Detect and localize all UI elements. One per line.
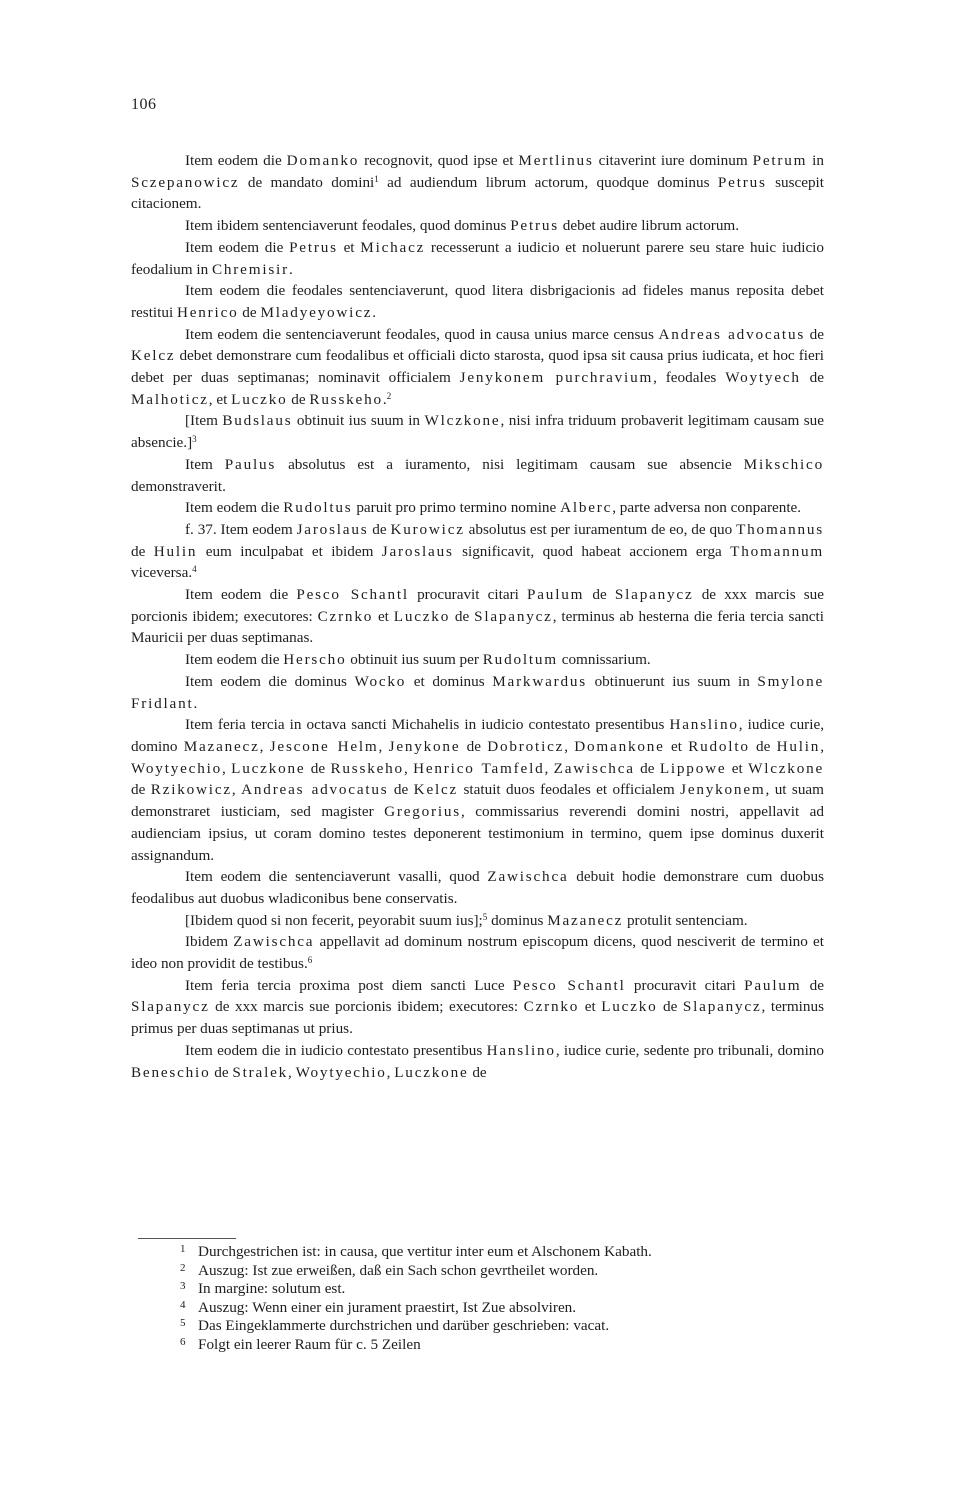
footnote-ref: 2 [386, 390, 392, 401]
paragraph [131, 866, 824, 909]
spaced-name: Slapanycz [474, 607, 553, 625]
text-run: de [368, 520, 391, 538]
text-run: , [820, 737, 825, 755]
paragraph [131, 975, 824, 1040]
spaced-name: Andreas advocatus [658, 325, 806, 343]
spaced-name: Luczko [231, 390, 288, 408]
text-run: de [460, 737, 488, 755]
spaced-name: Hanslino [669, 716, 739, 734]
spaced-name: Petrus [510, 217, 559, 235]
spaced-name: Luczkone [231, 759, 306, 777]
footnote-text: In margine: solutum est. [198, 1280, 346, 1298]
page-number: 106 [131, 96, 157, 113]
text-run: Item eodem die feodales sentenciaverunt, quod litera disbrigacionis ad fideles manus reposita debet restitui [131, 282, 824, 321]
text-run: procuravit citari [408, 586, 528, 604]
text-run: et [337, 238, 361, 256]
paragraph [131, 671, 824, 714]
text-run: , parte adversa non conparente. [612, 499, 802, 517]
text-run: , [259, 737, 270, 755]
spaced-name: Woytyechio [131, 759, 223, 777]
spaced-name: Lippowe [659, 759, 727, 777]
spaced-name: Paulus [224, 455, 277, 473]
spaced-name: Thomannus [736, 520, 824, 538]
footnote-ref: 3 [192, 434, 197, 445]
footnote-separator [138, 1238, 236, 1239]
spaced-name: Paulum [527, 586, 585, 604]
text-run: de [805, 325, 824, 343]
text-run: et [373, 607, 394, 625]
spaced-name: Mikschico [743, 455, 824, 473]
spaced-name: Michacz [360, 238, 426, 256]
spaced-name: Hulin [776, 737, 821, 755]
spaced-name: Andreas advocatus [241, 781, 389, 799]
footnote-text: Folgt ein leerer Raum für c. 5 Zeilen [198, 1335, 421, 1353]
spaced-name: Jenykonem [680, 781, 766, 799]
paragraph [131, 910, 824, 932]
spaced-name: Zawischca [487, 868, 569, 886]
text-run: Item ibidem sentenciaverunt feodales, quod dominus [185, 217, 511, 235]
paragraph [131, 931, 824, 974]
text-run: debet demonstrare cum feodalibus et officiali dicto starosta, quod ipsa sit causa prius iudicata, et hoc fieri debet per duas septimanas; nominavit officialem [131, 347, 824, 387]
text-run: et [726, 759, 749, 777]
spaced-name: Rudolto [688, 737, 750, 755]
spaced-name: Markwardus [492, 672, 587, 690]
text-run: de [584, 586, 615, 604]
paragraph [131, 649, 824, 671]
text-run: , [378, 737, 389, 755]
text-run: obtinuit ius suum per [346, 651, 483, 669]
spaced-name: Slapanycz [131, 998, 210, 1016]
text-run: , [544, 759, 554, 777]
text-run: Item eodem die [185, 152, 287, 169]
spaced-name: Jaroslaus [296, 520, 369, 538]
text-run: de [450, 607, 475, 625]
text-run: obtinuit ius suum in [292, 412, 425, 430]
text-run: de [287, 390, 310, 408]
spaced-name: Pesco Schantl [512, 976, 626, 994]
text-run: [Item [185, 412, 223, 430]
spaced-name: Jaroslaus [381, 542, 454, 560]
text-run: ad audiendum librum actorum, quodque dominus [378, 173, 718, 191]
text-run: significavit, quod habeat accionem erga [453, 542, 731, 560]
spaced-name: Petrus [289, 238, 338, 256]
spaced-name: Wocko [354, 672, 407, 690]
footnote-text: Auszug: Wenn einer ein jurament praestirt, Ist Zue absolviren. [198, 1298, 577, 1316]
spaced-name: Zawischca [233, 933, 315, 951]
footnote-text: Durchgestrichen ist: in causa, que vertitur inter eum et Alschonem Kabath. [198, 1243, 652, 1260]
paragraph [131, 519, 824, 584]
spaced-name: Henrico [176, 303, 239, 321]
footnote: 5 Das Eingeklammerte durchstrichen und darüber geschrieben: vacat. [180, 1317, 610, 1335]
spaced-name: Thomannum [730, 542, 824, 560]
text-run: protulit sentenciam. [623, 911, 748, 929]
spaced-name: Gregorius [384, 803, 462, 821]
spaced-name: Chremisir [211, 260, 289, 278]
text-run: recesserunt a iudicio et noluerunt parere seu stare huic iudicio feodalium in [131, 238, 824, 278]
text-run: , terminus primus per duas septimanas ut prius. [131, 998, 824, 1038]
text-run: , commissarius reverendi domini nostri, appellavit ad audienciam ipsius, ut coram domino testes deponerent testimonium in termino, quem ipse dominus duxerit assignandum. [131, 803, 824, 864]
spaced-name: Petrus [717, 173, 767, 191]
spaced-name: Jescone Helm [269, 737, 379, 755]
spaced-name: Kelcz [131, 347, 176, 365]
text-run: absolutus est per iuramentum de eo, de quo [464, 520, 737, 538]
footnote-ref: 4 [192, 564, 197, 575]
spaced-name: Kelcz [413, 781, 459, 799]
text-run: [Ibidem quod si non fecerit, peyorabit suum ius]; [185, 911, 483, 929]
spaced-name: Wlczkone [424, 412, 501, 430]
paragraph [131, 150, 824, 215]
text-run: , et [208, 390, 232, 408]
text-run: , [222, 759, 232, 777]
footnote-ref: 6 [307, 955, 313, 966]
spaced-name: Mazanecz [183, 737, 260, 755]
spaced-name: Budslaus [222, 412, 293, 430]
paragraph [131, 454, 824, 497]
text-run: debet audire librum actorum. [558, 217, 740, 235]
spaced-name: Hanslino [486, 1041, 556, 1059]
text-run: et [579, 998, 602, 1016]
text-run: de [468, 1063, 487, 1081]
footnote-ref: 1 [374, 173, 379, 184]
footnote: 2 Auszug: Ist zue erweißen, daß ein Sach schon gevrtheilet worden. [180, 1261, 599, 1279]
text-run: . [193, 694, 198, 712]
text-run: , iudice curie, domino [131, 716, 824, 755]
paragraph [131, 215, 824, 237]
text-run: , [231, 781, 242, 799]
spaced-name: Mladyeyowicz [260, 303, 373, 321]
text-run: eum inculpabat et ibidem [197, 542, 382, 560]
spaced-name: Woytyechio [295, 1063, 387, 1081]
spaced-name: Luczko [393, 607, 451, 625]
spaced-name: Jenykone [388, 737, 461, 755]
spaced-name: Paulum [744, 976, 802, 994]
text-run: f. 37. Item eodem [185, 520, 297, 538]
text-run: , [288, 1063, 296, 1081]
spaced-name: Malhoticz [131, 390, 209, 408]
text-run: Item [185, 455, 225, 473]
spaced-name: Russkeho [330, 759, 404, 777]
text-run: et [664, 737, 689, 755]
paragraph [131, 324, 824, 411]
text-run: Item eodem die sentenciaverunt feodales, quod in causa unius marce census [185, 325, 659, 343]
text-run: , feodales [653, 369, 726, 387]
text-run: dominus [487, 911, 548, 929]
text-run: citaverint iure dominum [593, 152, 753, 169]
spaced-name: Czrnko [523, 998, 580, 1016]
text-run: debuit hodie demonstrare cum duobus feodalibus aut duobus wladiconibus bene conservatis. [131, 868, 824, 907]
spaced-name: Beneschio [131, 1063, 211, 1081]
spaced-name: Rzikowicz [150, 781, 232, 799]
text-run: de [801, 976, 825, 994]
paragraph [131, 584, 824, 649]
text-run: demonstraverit. [131, 477, 226, 495]
text-run: de [131, 542, 154, 560]
text-run: procuravit citari [625, 976, 745, 994]
text-run: de [238, 303, 261, 321]
text-run: Item eodem die [185, 586, 297, 604]
spaced-name: Domankone [574, 737, 665, 755]
text-run: Item eodem die [185, 651, 284, 669]
body-text [131, 150, 824, 1083]
text-run: , terminus ab hesterna die feria tercia sancti Mauricii per duas septimanas. [131, 607, 824, 647]
spaced-name: Henrico Tamfeld [413, 759, 545, 777]
spaced-name: Smylone Fridlant [131, 672, 825, 712]
spaced-name: Woytyech [725, 369, 801, 387]
text-run: Ibidem [185, 933, 234, 951]
text-run: Item feria tercia proxima post diem sancti Luce [185, 976, 513, 994]
text-run: de xxx marcis sue porcionis ibidem; executores: [209, 998, 524, 1016]
spaced-name: Zawischca [553, 759, 635, 777]
spaced-name: Russkeho [309, 390, 383, 408]
text-run: de mandato domini [239, 173, 375, 191]
footnotes [180, 1243, 840, 1355]
spaced-name: Wlczkone [748, 759, 825, 777]
spaced-name: Slapanycz [682, 998, 762, 1016]
spaced-name: Jenykonem purchravium [459, 369, 654, 387]
text-run: obtinuerunt ius suum in [587, 672, 758, 690]
spaced-name: Sczepanowicz [131, 173, 240, 191]
text-run: , ut suam demonstraret iusticiam, sed magister [131, 781, 824, 821]
spaced-name: Domanko [286, 152, 360, 169]
text-run: et dominus [406, 672, 493, 690]
spaced-name: Alberc [560, 499, 613, 517]
text-run: . [372, 303, 377, 321]
text-run: de [749, 737, 777, 755]
text-run: , [403, 759, 414, 777]
footnote: 3 In margine: solutum est. [180, 1280, 346, 1298]
text-run: absolutus est a iuramento, nisi legitimam causam sue absencie [276, 455, 744, 473]
text-run: , iudice curie, sedente pro tribunali, domino [555, 1041, 824, 1059]
text-run: Item eodem die sentenciaverunt vasalli, quod [185, 868, 488, 886]
spaced-name: Rudoltus [283, 499, 353, 517]
footnote-text: Auszug: Ist zue erweißen, daß ein Sach schon gevrtheilet worden. [198, 1261, 599, 1279]
text-run: , [564, 737, 575, 755]
spaced-name: Kurowicz [390, 520, 465, 538]
text-run: Item eodem die [185, 499, 284, 517]
text-run: de [634, 759, 660, 777]
text-run: , nisi infra triduum probaverit legitimam causam sue absencie.] [131, 412, 825, 452]
spaced-name: Slapanycz [614, 586, 694, 604]
spaced-name: Luczkone [394, 1063, 469, 1081]
text-run: , [386, 1063, 395, 1081]
text-run: . [382, 390, 387, 408]
footnote: 4 Auszug: Wenn einer ein jurament praestirt, Ist Zue absolviren. [180, 1298, 577, 1316]
spaced-name: Czrnko [317, 607, 374, 625]
footnote-ref: 5 [482, 911, 488, 922]
text-run: . [288, 260, 293, 278]
spaced-name: Luczko [601, 998, 658, 1016]
text-run: recognovit, quod ipse et [359, 152, 519, 169]
text-run: in [807, 152, 824, 169]
spaced-name: Dobroticz [487, 737, 565, 755]
paragraph [131, 280, 824, 323]
text-run: paruit pro primo termino nomine [352, 499, 561, 517]
text-run: de [210, 1063, 233, 1081]
paragraph [131, 1040, 824, 1083]
text-run: de [800, 369, 824, 387]
text-run: Item eodem die [185, 238, 290, 256]
text-run: de [657, 998, 683, 1016]
footnote: 1 Durchgestrichen ist: in causa, que vertitur inter eum et Alschonem Kabath. [180, 1243, 652, 1260]
spaced-name: Herscho [283, 651, 347, 669]
text-run: comnissarium. [557, 651, 651, 669]
text-run: Item feria tercia in octava sancti Michahelis in iudicio contestato presentibus [185, 716, 670, 734]
footnote: 6 Folgt ein leerer Raum für c. 5 Zeilen [180, 1335, 421, 1353]
text-run: statuit duos feodales et officialem [458, 781, 681, 799]
spaced-name: Mertlinus [518, 152, 594, 169]
text-run: de [388, 781, 414, 799]
text-run: Item eodem die in iudicio contestato presentibus [185, 1041, 487, 1059]
text-run: de [131, 781, 151, 799]
spaced-name: Hulin [153, 542, 198, 560]
spaced-name: Rudoltum [482, 651, 558, 669]
paragraph [131, 410, 824, 453]
text-run: de [305, 759, 331, 777]
spaced-name: Petrum [752, 152, 808, 169]
text-run: appellavit ad dominum nostrum episcopum dicens, quod nesciverit de termino et ideo non providit de testibus. [131, 933, 824, 973]
text-run: de xxx marcis sue porcionis ibidem; executores: [131, 586, 825, 625]
spaced-name: Pesco Schantl [296, 586, 409, 604]
paragraph [131, 497, 824, 519]
text-run: Item eodem die dominus [185, 672, 355, 690]
spaced-name: Stralek [232, 1063, 289, 1081]
paragraph [131, 237, 824, 280]
text-run: viceversa. [131, 564, 193, 582]
footnote-text: Das Eingeklammerte durchstrichen und darüber geschrieben: vacat. [198, 1317, 610, 1335]
paragraph [131, 714, 824, 866]
spaced-name: Mazanecz [547, 911, 624, 929]
text-run: suscepit citacionem. [131, 173, 824, 213]
